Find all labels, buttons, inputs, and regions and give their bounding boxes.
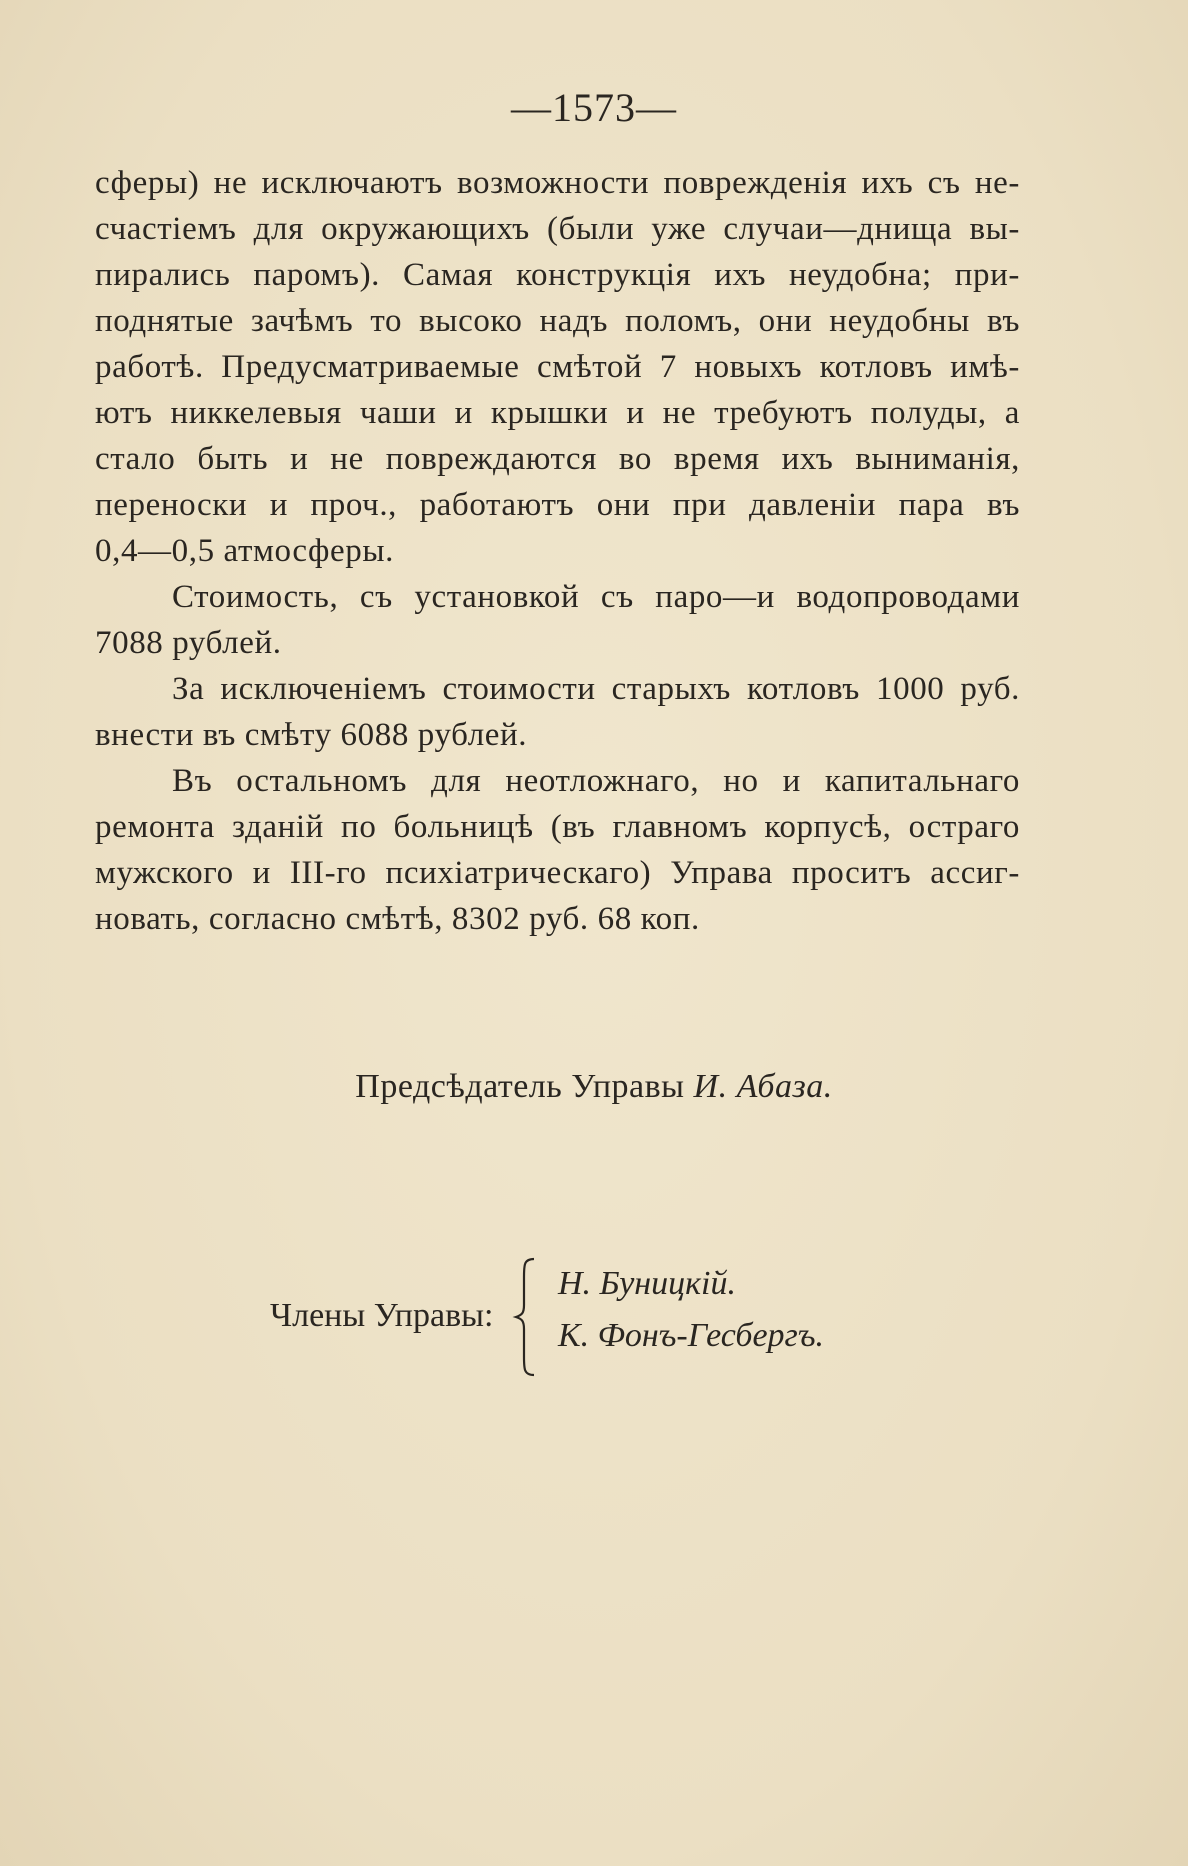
- text-line: За исключеніемъ стоимости старыхъ котловъ 1000 руб.: [172, 671, 1020, 707]
- chairman-title: Предсѣдатель Управы: [355, 1068, 685, 1105]
- text-line: 7088 рублей.: [95, 625, 282, 661]
- text-line: поднятые зачѣмъ то высоко надъ поломъ, они неудобны въ: [95, 303, 1020, 339]
- text-line: счастіемъ для окружающихъ (были уже случаи—днища вы-: [95, 211, 1020, 247]
- members-label: Члены Управы:: [270, 1297, 494, 1334]
- member-name: Н. Буницкій.: [558, 1265, 737, 1302]
- text-line: сферы) не исключаютъ возможности поврежденія ихъ съ не-: [95, 165, 1020, 201]
- text-line: новать, согласно смѣтѣ, 8302 руб. 68 коп.: [95, 901, 700, 937]
- text-line: пирались паромъ). Самая конструкція ихъ неудобна; при-: [95, 257, 1020, 293]
- chairman-signature: И. Абаза.: [693, 1068, 833, 1105]
- body-text: [95, 160, 1020, 942]
- members-block: [260, 1257, 880, 1377]
- text-line: ютъ никкелевыя чаши и крышки и не требуютъ полуды, а: [95, 395, 1020, 431]
- text-line: Въ остальномъ для неотложнаго, но и капитальнаго: [172, 763, 1020, 799]
- text-line: работѣ. Предусматриваемые смѣтой 7 новыхъ котловъ имѣ-: [95, 349, 1020, 385]
- text-line: внести въ смѣту 6088 рублей.: [95, 717, 528, 753]
- text-line: ремонта зданій по больницѣ (въ главномъ корпусѣ, остраго: [95, 809, 1020, 845]
- curly-brace-icon: [512, 1257, 542, 1377]
- chairman-line: [0, 1068, 1188, 1106]
- member-name: К. Фонъ-Гесбергъ.: [558, 1317, 824, 1354]
- text-line: 0,4—0,5 атмосферы.: [95, 533, 394, 569]
- text-line: переноски и проч., работаютъ они при давленіи пара въ: [95, 487, 1020, 523]
- text-line: стало быть и не повреждаются во время ихъ выниманія,: [95, 441, 1020, 477]
- text-line: Стоимость, съ установкой съ паро—и водопроводами: [172, 579, 1020, 615]
- text-line: мужского и III-го психіатрическаго) Управа проситъ ассиг-: [95, 855, 1020, 891]
- page-number: —1573—: [511, 85, 677, 130]
